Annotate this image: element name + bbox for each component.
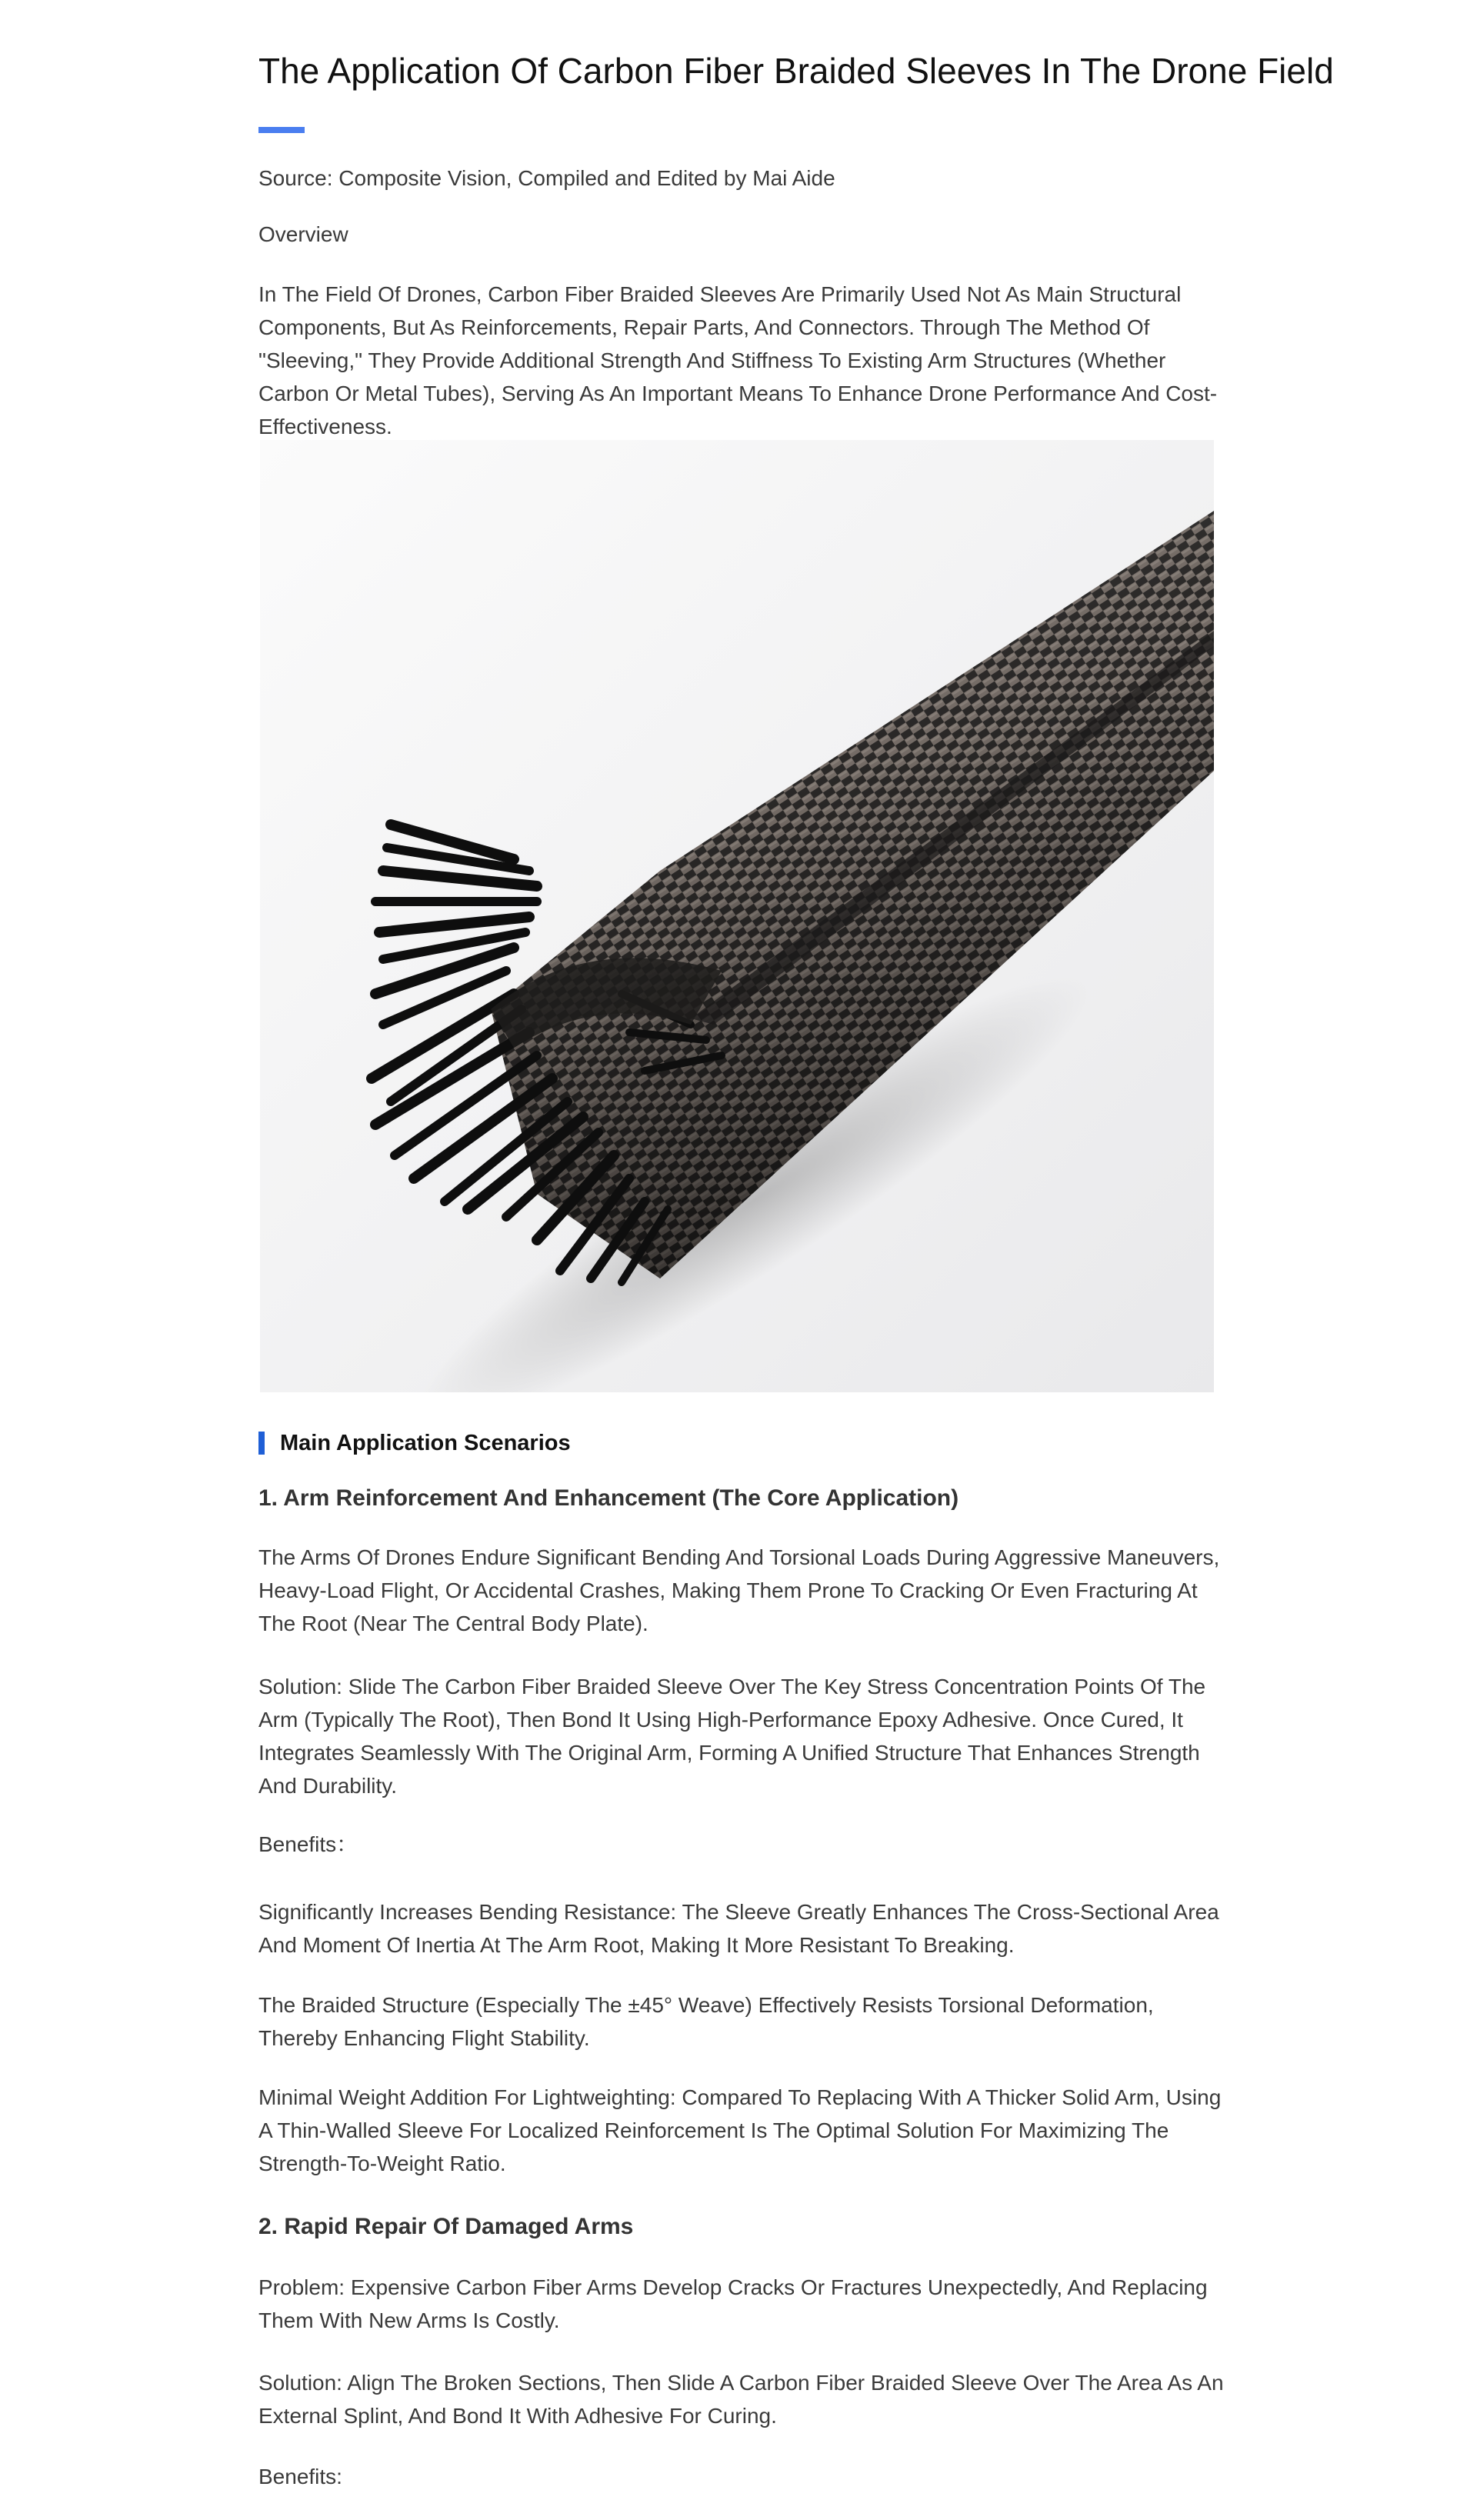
title-accent-bar [258, 127, 305, 133]
section-title: Main Application Scenarios [280, 1430, 571, 1455]
scenario1-benefit-3: Minimal Weight Addition For Lightweighting: Compared To Replacing With A Thicker Solid Arm, Using A Thin-Walled Sleeve For Localized Reinforcement Is The Optimal Solution For Maximizing The Strength-To-Weight Ratio. [258, 2085, 1222, 2175]
scenario1-solution: Solution: Slide The Carbon Fiber Braided Sleeve Over The Key Stress Concentration Points Of The Arm (Typically The Root), Then Bond It Using High-Performance Epoxy Adhesive. Once Cured, It Integrates Seamlessly With The Original Arm, Forming A Unified Structure That Enhances Strength And Durability. [258, 1675, 1206, 1798]
scenario2-solution: Solution: Align The Broken Sections, Then Slide A Carbon Fiber Braided Sleeve Over The Area As An External Splint, And Bond It With Adhesive For Curing. [258, 2371, 1224, 2428]
article-source: Source: Composite Vision, Compiled and Edited by Mai Aide [258, 166, 835, 190]
carbon-fiber-sleeve-image [260, 440, 1214, 1392]
carbon-fiber-braided-sleeve-photo [260, 440, 1214, 1392]
scenario1-problem: The Arms Of Drones Endure Significant Bending And Torsional Loads During Aggressive Maneuvers, Heavy-Load Flight, Or Accidental Crashes, Making Them Prone To Cracking Or Even Fracturing At The Root (Near The Central Body Plate). [258, 1545, 1220, 1635]
scenario2-problem: Problem: Expensive Carbon Fiber Arms Develop Cracks Or Fractures Unexpectedly, And Replacing Them With New Arms Is Costly. [258, 2275, 1208, 2332]
scenario1-benefit-2: The Braided Structure (Especially The ±45° Weave) Effectively Resists Torsional Deformation, Thereby Enhancing Flight Stability. [258, 1993, 1154, 2050]
scenario1-heading: 1. Arm Reinforcement And Enhancement (The Core Application) [258, 1485, 959, 1511]
section-marker [258, 1432, 265, 1455]
section-heading [258, 1428, 571, 1458]
scenario1-benefit-1: Significantly Increases Bending Resistance: The Sleeve Greatly Enhances The Cross-Sectional Area And Moment Of Inertia At The Arm Root, Making It More Resistant To Breaking. [258, 1900, 1219, 1957]
scenario1-benefits-label: Benefits： [258, 1832, 358, 1856]
scenario2-benefits-label: Benefits: [258, 2465, 342, 2488]
intro-paragraph: In The Field Of Drones, Carbon Fiber Braided Sleeves Are Primarily Used Not As Main Structural Components, But As Reinforcements, Repair Parts, And Connectors. Through The Method Of "Sleeving," They Provide Additional Strength And Stiffness To Existing Arm Structures (Whether Carbon Or Metal Tubes), Serving As An Important Means To Enhance Drone Performance And Cost-Effectiveness. [258, 282, 1218, 438]
overview-label: Overview [258, 222, 348, 246]
article-title: The Application Of Carbon Fiber Braided Sleeves In The Drone Field [258, 51, 1334, 91]
scenario2-heading: 2. Rapid Repair Of Damaged Arms [258, 2214, 634, 2239]
